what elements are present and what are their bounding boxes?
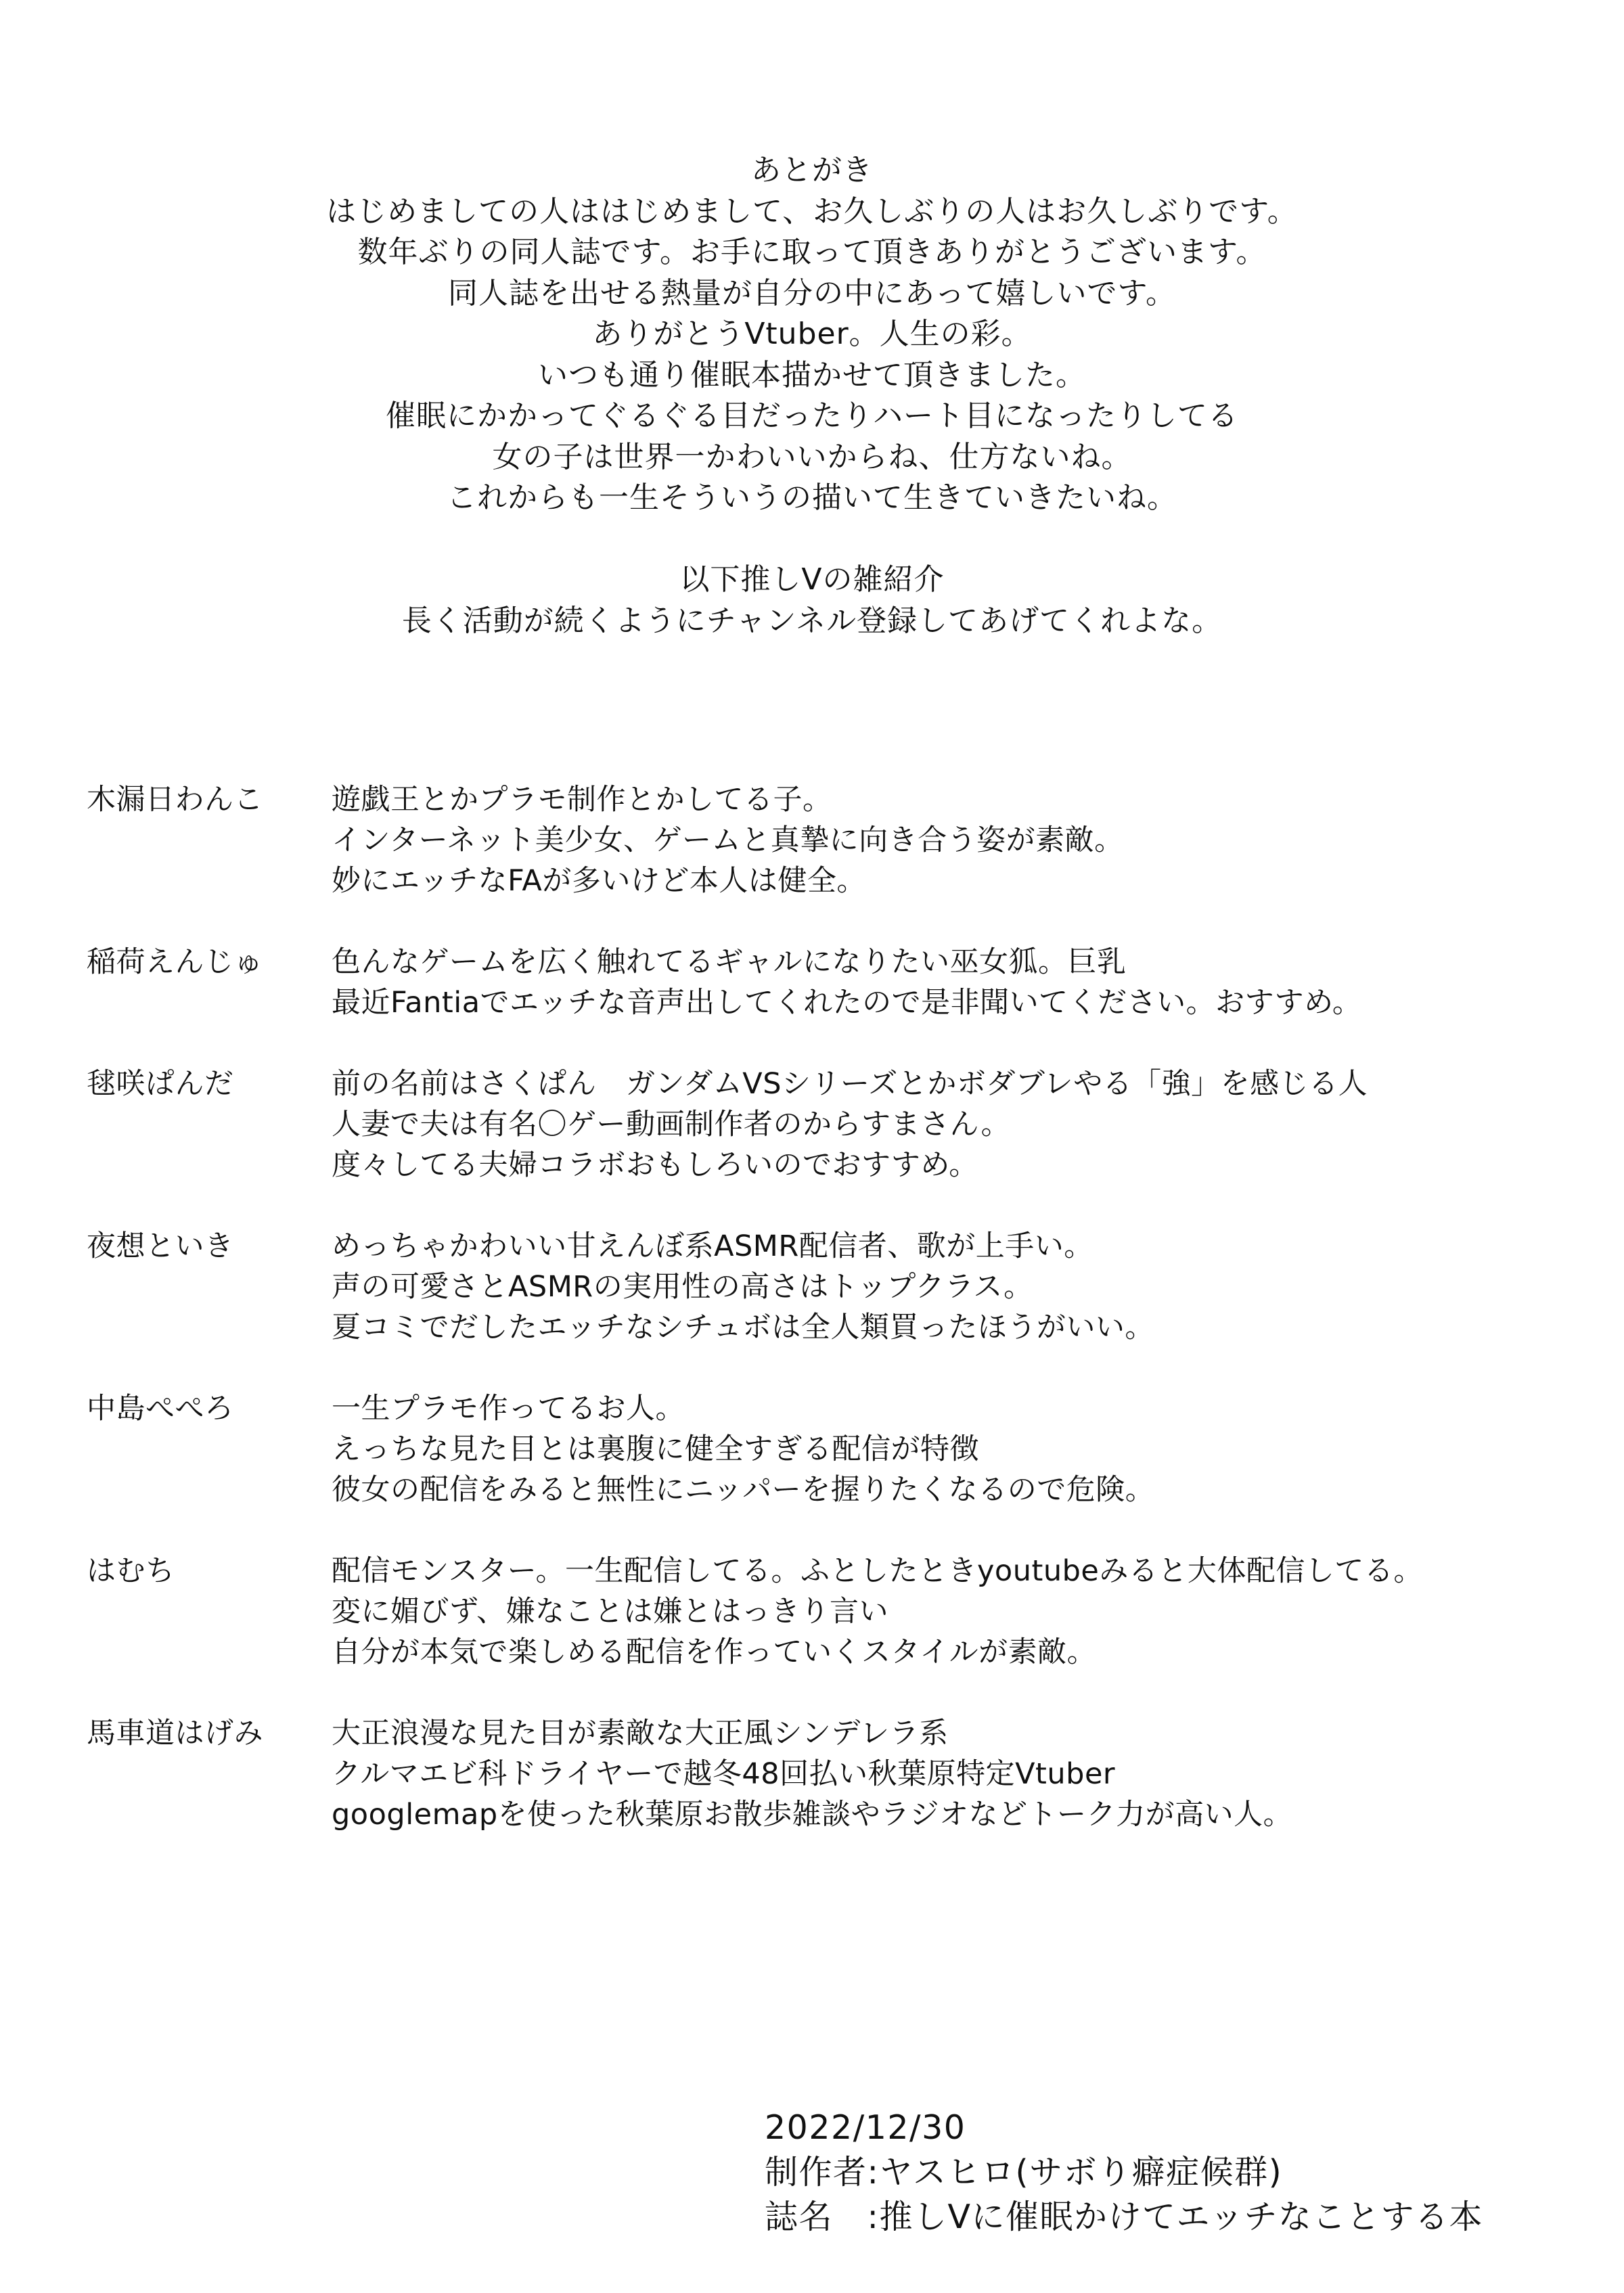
vtuber-intro-note: 長く活動が続くようにチャンネル登録してあげてくれよな。 [401, 603, 1223, 638]
description-line: 色んなゲームを広く触れてるギャルになりたい巫女狐。巨乳 [332, 945, 1127, 979]
vtuber-description [332, 1551, 1597, 1673]
vtuber-name: 夜想といき [87, 1229, 234, 1263]
vtuber-description [332, 1388, 1597, 1510]
vtuber-profile [87, 1551, 1602, 1673]
description-line: 彼女の配信をみると無性にニッパーを握りたくなるので危険。 [332, 1473, 1155, 1507]
vtuber-intro-heading: 以下推しVの雑紹介 [679, 562, 945, 597]
description-line: 度々してる夫婦コラボおもしろいのでおすすめ。 [332, 1148, 978, 1182]
afterword-section [135, 150, 1489, 641]
description-line: 自分が本気で楽しめる配信を作っていくスタイルが素敵。 [332, 1635, 1097, 1669]
description-line: 配信モンスター。一生配信してる。ふとしたときyoutubeみると大体配信してる。 [332, 1554, 1423, 1588]
vtuber-name: 木漏日わんこ [87, 783, 263, 817]
vtuber-description [332, 1226, 1597, 1348]
afterword-line: 数年ぶりの同人誌です。お手に取って頂きありがとうございます。 [357, 235, 1267, 269]
description-line: 声の可愛さとASMRの実用性の高さはトップクラス。 [332, 1270, 1033, 1304]
afterword-line: いつも通り催眠本描かせて頂きました。 [538, 357, 1086, 392]
vtuber-name: 馬車道はげみ [87, 1717, 263, 1750]
description-line: 一生プラモ作ってるお人。 [332, 1392, 685, 1426]
vtuber-description [332, 779, 1597, 901]
author-credit: 制作者:ヤスヒロ(サボり癖症候群) [765, 2153, 1283, 2192]
afterword-line: 催眠にかかってぐるぐる目だったりハート目になったりしてる [386, 399, 1238, 433]
vtuber-profile-list [87, 779, 1602, 1876]
description-line: 人妻で夫は有名〇ゲー動画制作者のからすまさん。 [332, 1108, 1011, 1141]
description-line: googlemapを使った秋葉原お散歩雑談やラジオなどトーク力が高い人。 [332, 1798, 1293, 1832]
afterword-line: 女の子は世界一かわいいからね、仕方ないね。 [492, 439, 1132, 474]
book-title: 誌名 :推しVに催眠かけてエッチなことする本 [765, 2198, 1484, 2236]
vtuber-profile [87, 1226, 1602, 1348]
vtuber-name: 毬咲ぱんだ [87, 1067, 234, 1101]
vtuber-name: はむち [87, 1554, 175, 1588]
vtuber-name: 稲荷えんじゅ [87, 945, 263, 979]
paragraph-gap [135, 519, 1489, 560]
vtuber-profile [87, 779, 1602, 901]
description-line: 最近Fantiaでエッチな音声出してくれたので是非聞いてください。おすすめ。 [332, 986, 1362, 1020]
vtuber-description [332, 1064, 1597, 1185]
description-line: インターネット美少女、ゲームと真摯に向き合う姿が素敵。 [332, 823, 1124, 857]
colophon [765, 2106, 1577, 2240]
afterword-line: はじめましての人ははじめまして、お久しぶりの人はお久しぶりです。 [326, 194, 1298, 229]
description-line: 妙にエッチなFAが多いけど本人は健全。 [332, 864, 866, 898]
description-line: 前の名前はさくぱん ガンダムVSシリーズとかボダブレやる「強」を感じる人 [332, 1067, 1368, 1101]
vtuber-profile [87, 942, 1602, 1023]
description-line: 夏コミでだしたエッチなシチュボは全人類買ったほうがいい。 [332, 1311, 1154, 1344]
vtuber-profile [87, 1064, 1602, 1185]
publication-date: 2022/12/30 [765, 2108, 966, 2147]
vtuber-description [332, 1713, 1597, 1835]
afterword-title: あとがき [751, 153, 873, 187]
vtuber-description [332, 942, 1597, 1023]
afterword-line: ありがとうVtuber。人生の彩。 [592, 317, 1032, 351]
description-line: 変に媚びず、嫌なことは嫌とはっきり言い [332, 1595, 889, 1629]
description-line: クルマエビ科ドライヤーで越冬48回払い秋葉原特定Vtuber [332, 1757, 1116, 1791]
description-line: 大正浪漫な見た目が素敵な大正風シンデレラ系 [332, 1717, 949, 1750]
description-line: えっちな見た目とは裏腹に健全すぎる配信が特徴 [332, 1432, 979, 1466]
afterword-line: 同人誌を出せる熱量が自分の中にあって嬉しいです。 [447, 275, 1177, 311]
afterword-line: これからも一生そういうの描いて生きていきたいね。 [447, 480, 1177, 515]
vtuber-profile [87, 1713, 1602, 1835]
description-line: 遊戯王とかプラモ制作とかしてる子。 [332, 783, 832, 817]
vtuber-name: 中島ぺぺろ [87, 1392, 234, 1426]
description-line: めっちゃかわいい甘えんぼ系ASMR配信者、歌が上手い。 [332, 1229, 1093, 1263]
vtuber-profile [87, 1388, 1602, 1510]
